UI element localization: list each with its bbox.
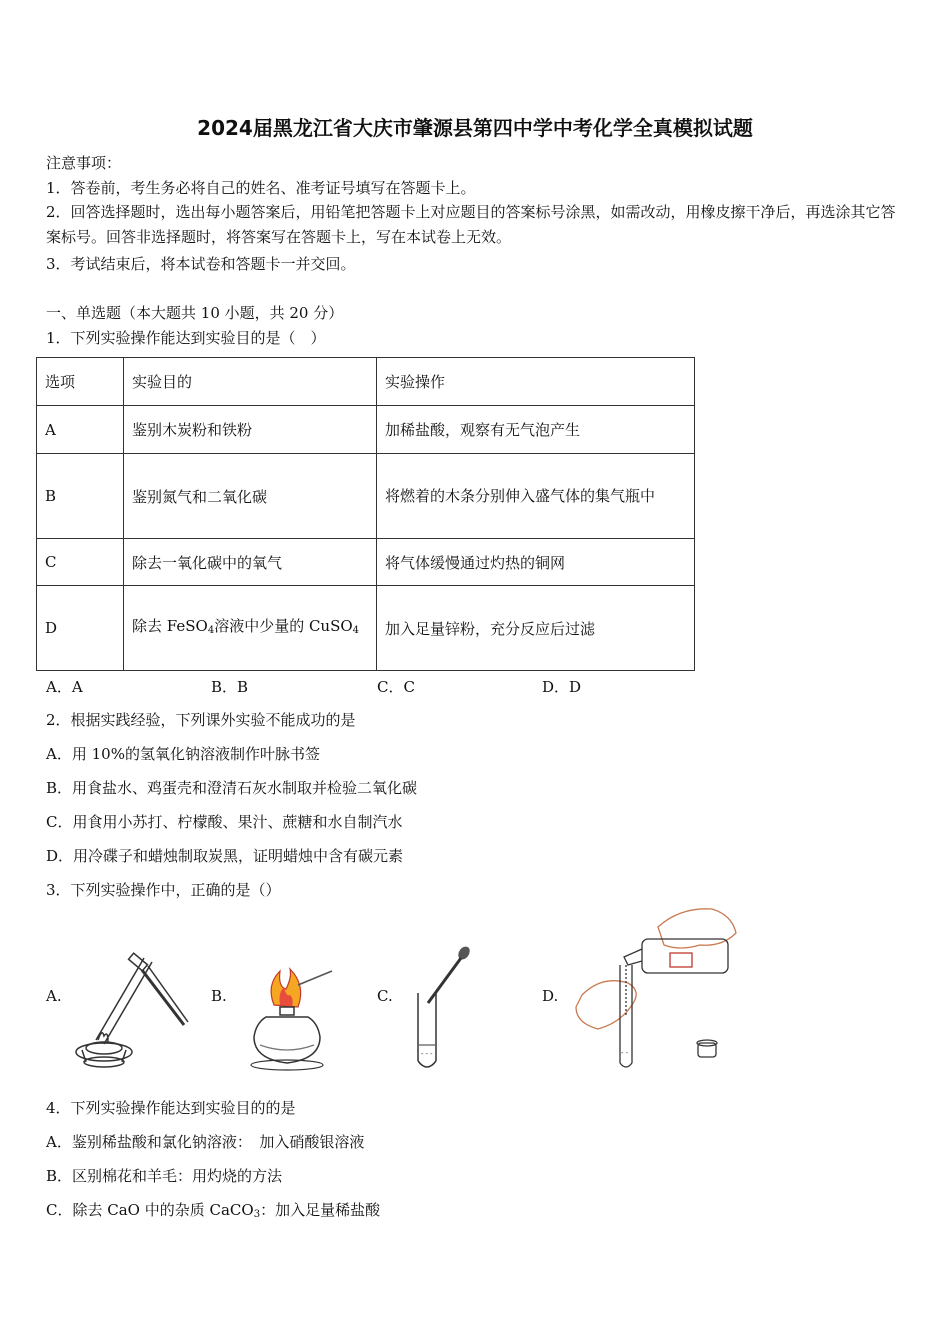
svg-text:- -: - - bbox=[621, 1049, 628, 1057]
svg-text:- - -: - - - bbox=[421, 1050, 433, 1058]
notice-item-1: 1．答卷前，考生务必将自己的姓名、准考证号填写在答题卡上。 bbox=[46, 179, 476, 197]
operation-cell: 加稀盐酸，观察有无气泡产生 bbox=[377, 406, 695, 454]
pouring-liquid-icon bbox=[572, 905, 746, 1075]
q4-choice-c bbox=[46, 1199, 380, 1220]
q1-table bbox=[36, 357, 695, 671]
q4-choice-b: B．区别棉花和羊毛：用灼烧的方法 bbox=[46, 1167, 283, 1185]
q4-stem: 4．下列实验操作能达到实验目的的是 bbox=[46, 1099, 296, 1117]
option-cell: A bbox=[37, 406, 124, 454]
q4-choice-c-text: ：加入足量稀盐酸 bbox=[260, 1201, 381, 1219]
choice-c: C．C bbox=[377, 678, 415, 696]
q4-choice-a: A．鉴别稀盐酸和氯化钠溶液： 加入硝酸银溶液 bbox=[46, 1133, 365, 1151]
table-row bbox=[37, 586, 695, 671]
operation-cell: 加入足量锌粉，充分反应后过滤 bbox=[377, 586, 695, 671]
choice-d: D．D bbox=[542, 678, 582, 696]
q3-label-d: D. bbox=[542, 987, 559, 1005]
q2-choice-b: B．用食盐水、鸡蛋壳和澄清石灰水制取并检验二氧化碳 bbox=[46, 779, 418, 797]
q2-stem: 2．根据实践经验，下列课外实验不能成功的是 bbox=[46, 711, 356, 729]
choice-b: B．B bbox=[211, 678, 249, 696]
q3-stem: 3．下列实验操作中，正确的是（） bbox=[46, 881, 281, 899]
q2-choice-a: A．用 10%的氢氧化钠溶液制作叶脉书签 bbox=[46, 745, 320, 763]
notice-item-3: 3．考试结束后，将本试卷和答题卡一并交回。 bbox=[46, 255, 356, 273]
q2-choice-c: C．用食用小苏打、柠檬酸、果汁、蔗糖和水自制汽水 bbox=[46, 813, 403, 831]
q1-choices bbox=[46, 676, 746, 696]
q1-stem: 1．下列实验操作能达到实验目的是（ ） bbox=[46, 329, 326, 347]
option-cell: D bbox=[37, 586, 124, 671]
q4-choice-c-text: C．除去 CaO 中的杂质 CaCO bbox=[46, 1201, 254, 1219]
page-title: 2024届黑龙江省大庆市肇源县第四中学中考化学全真模拟试题 bbox=[197, 116, 753, 140]
table-header-cell: 选项 bbox=[37, 358, 124, 406]
heating-test-tube-icon bbox=[74, 950, 194, 1070]
q3-label-c: C. bbox=[377, 987, 393, 1005]
operation-cell: 将燃着的木条分别伸入盛气体的集气瓶中 bbox=[377, 454, 695, 539]
table-row bbox=[37, 539, 695, 586]
purpose-cell: 鉴别木炭粉和铁粉 bbox=[124, 406, 377, 454]
option-cell: C bbox=[37, 539, 124, 586]
purpose-text: 除去 FeSO bbox=[132, 616, 208, 635]
notice-heading: 注意事项： bbox=[46, 154, 122, 172]
alcohol-lamp-icon bbox=[236, 967, 346, 1072]
q2-choice-d: D．用冷碟子和蜡烛制取炭黑，证明蜡烛中含有碳元素 bbox=[46, 847, 404, 865]
purpose-text: 溶液中少量的 CuSO bbox=[214, 616, 353, 635]
subscript: 4 bbox=[352, 624, 360, 636]
operation-cell: 将气体缓慢通过灼热的铜网 bbox=[377, 539, 695, 586]
purpose-cell: 除去一氧化碳中的氧气 bbox=[124, 539, 377, 586]
q3-label-b: B. bbox=[211, 987, 227, 1005]
table-row bbox=[37, 454, 695, 539]
q3-label-a: A. bbox=[46, 987, 62, 1005]
subscript: 4 bbox=[207, 624, 215, 636]
q3-image-row bbox=[46, 905, 746, 1075]
table-header-cell: 实验目的 bbox=[124, 358, 377, 406]
choice-a: A．A bbox=[46, 678, 83, 696]
table-header-row bbox=[37, 358, 695, 406]
subscript: 3 bbox=[253, 1209, 261, 1220]
purpose-cell bbox=[124, 586, 377, 671]
option-cell: B bbox=[37, 454, 124, 539]
table-row bbox=[37, 406, 695, 454]
section-heading: 一、单选题（本大题共 10 小题，共 20 分） bbox=[46, 304, 344, 322]
dropper-test-tube-icon bbox=[406, 945, 486, 1073]
table-header-cell: 实验操作 bbox=[377, 358, 695, 406]
notice-item-2: 2．回答选择题时，选出每小题答案后，用铅笔把答题卡上对应题目的答案标号涂黑，如需改动，用橡皮擦干净后，再选涂其它答案标号。回答非选择题时，将答案写在答题卡上，写在本试卷上无效。 bbox=[46, 203, 896, 246]
purpose-cell: 鉴别氮气和二氧化碳 bbox=[124, 454, 377, 539]
